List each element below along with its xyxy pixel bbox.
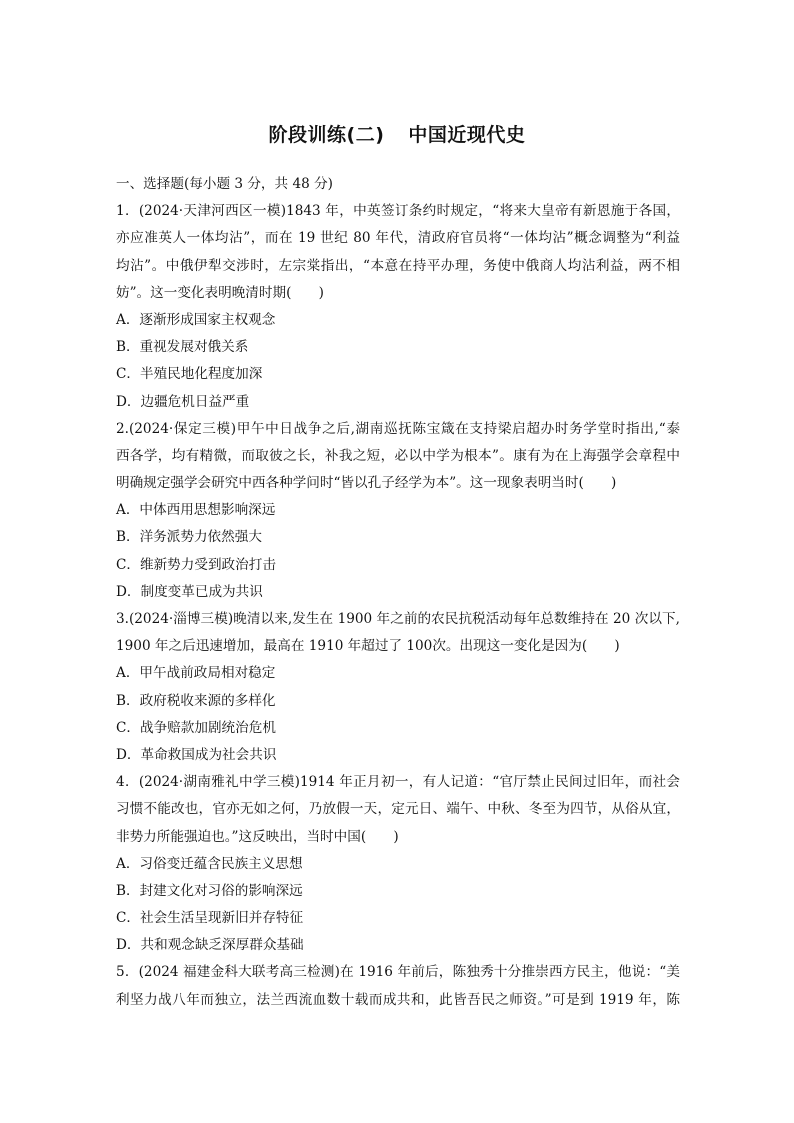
- question-3-option-b: B．政府税收来源的多样化: [116, 692, 276, 709]
- question-1: [116, 198, 680, 416]
- title-main: 阶段训练(二): [268, 124, 385, 146]
- question-2-option-b: B．洋务派势力依然强大: [116, 529, 262, 546]
- question-2-option-c: C．维新势力受到政治打击: [116, 556, 276, 573]
- question-2-option-a: A．中体西用思想影响深远: [116, 502, 276, 519]
- question-4-option-c: C．社会生活呈现新旧并存特征: [116, 910, 304, 927]
- question-2-line-2: 西各学，均有精微，而取彼之长，补我之短，必以中学为根本”。康有为在上海强学会章程中: [116, 447, 680, 464]
- question-1-line-2: 亦应准英人一体均沾”，而在 19 世纪 80 年代，清政府官员将“一体均沾”概念调整为“利益: [116, 230, 680, 247]
- question-3-option-c: C．战争赔款加剧统治危机: [116, 719, 276, 736]
- question-3-line-2: 1900 年之后迅速增加，最高在 1910 年超过了 100次。出现这一变化是因为( ): [116, 638, 620, 655]
- question-1-option-c: C．半殖民地化程度加深: [116, 366, 263, 383]
- section-heading: 一、选择题(每小题 3 分，共 48 分): [116, 176, 333, 192]
- question-1-option-a: A．逐渐形成国家主权观念: [116, 311, 276, 328]
- question-4-option-b: B．封建文化对习俗的影响深远: [116, 882, 303, 899]
- question-1-line-4: 妨”。这一变化表明晚清时期( ): [116, 284, 324, 301]
- question-4-option-a: A．习俗变迁蕴含民族主义思想: [116, 855, 303, 872]
- question-5: [116, 959, 680, 1013]
- question-1-line-1: 1．(2024·天津河西区一模)1843 年，中英签订条约时规定，“将来大皇帝有新恩施于各国，: [116, 203, 680, 220]
- question-2: [116, 416, 680, 606]
- question-3-option-d: D．革命救国成为社会共识: [116, 746, 277, 763]
- question-3-line-1: 3.(2024·淄博三模)晚清以来,发生在 1900 年之前的农民抗税活动每年总数维持在 20 次以下,: [116, 611, 680, 627]
- question-4-option-d: D．共和观念缺乏深厚群众基础: [116, 937, 304, 954]
- question-5-line-1: 5．(2024 福建金科大联考高三检测)在 1916 年前后，陈独秀十分推崇西方民主，他说：“美: [116, 964, 680, 981]
- question-3-option-a: A．甲午战前政局相对稳定: [116, 665, 276, 682]
- question-3: [116, 606, 680, 769]
- question-1-option-b: B．重视发展对俄关系: [116, 339, 249, 356]
- question-2-line-1: 2.(2024·保定三模)甲午中日战争之后,湖南巡抚陈宝箴在支持梁启超办时务学堂时指出,“泰: [116, 420, 680, 437]
- question-5-line-2: 利坚力战八年而独立，法兰西流血数十载而成共和，此皆吾民之师资。”可是到 1919 年，陈: [116, 991, 680, 1008]
- question-1-option-d: D．边疆危机日益严重: [116, 393, 250, 410]
- title-sub: 中国近现代史: [408, 124, 526, 146]
- page-title: [0, 120, 794, 147]
- question-2-option-d: D．制度变革已成为共识: [116, 583, 263, 600]
- question-4-line-1: 4．(2024·湖南雅礼中学三模)1914 年正月初一，有人记道：“官厅禁止民间过旧年，而社会: [116, 774, 680, 791]
- document-body: [116, 171, 680, 1014]
- question-4: [116, 769, 680, 959]
- question-1-line-3: 均沾”。中俄伊犁交涉时，左宗棠指出，“本意在持平办理，务使中俄商人均沾利益，两不相: [116, 257, 680, 274]
- question-4-line-3: 非势力所能强迫也。”这反映出，当时中国( ): [116, 828, 399, 845]
- question-2-line-3: 明确规定强学会研究中西各种学问时“皆以孔子经学为本”。这一现象表明当时( ): [116, 475, 617, 492]
- question-4-line-2: 习惯不能改也，官亦无如之何，乃放假一天，定元日、端午、中秋、冬至为四节，从俗从宜，: [116, 801, 680, 818]
